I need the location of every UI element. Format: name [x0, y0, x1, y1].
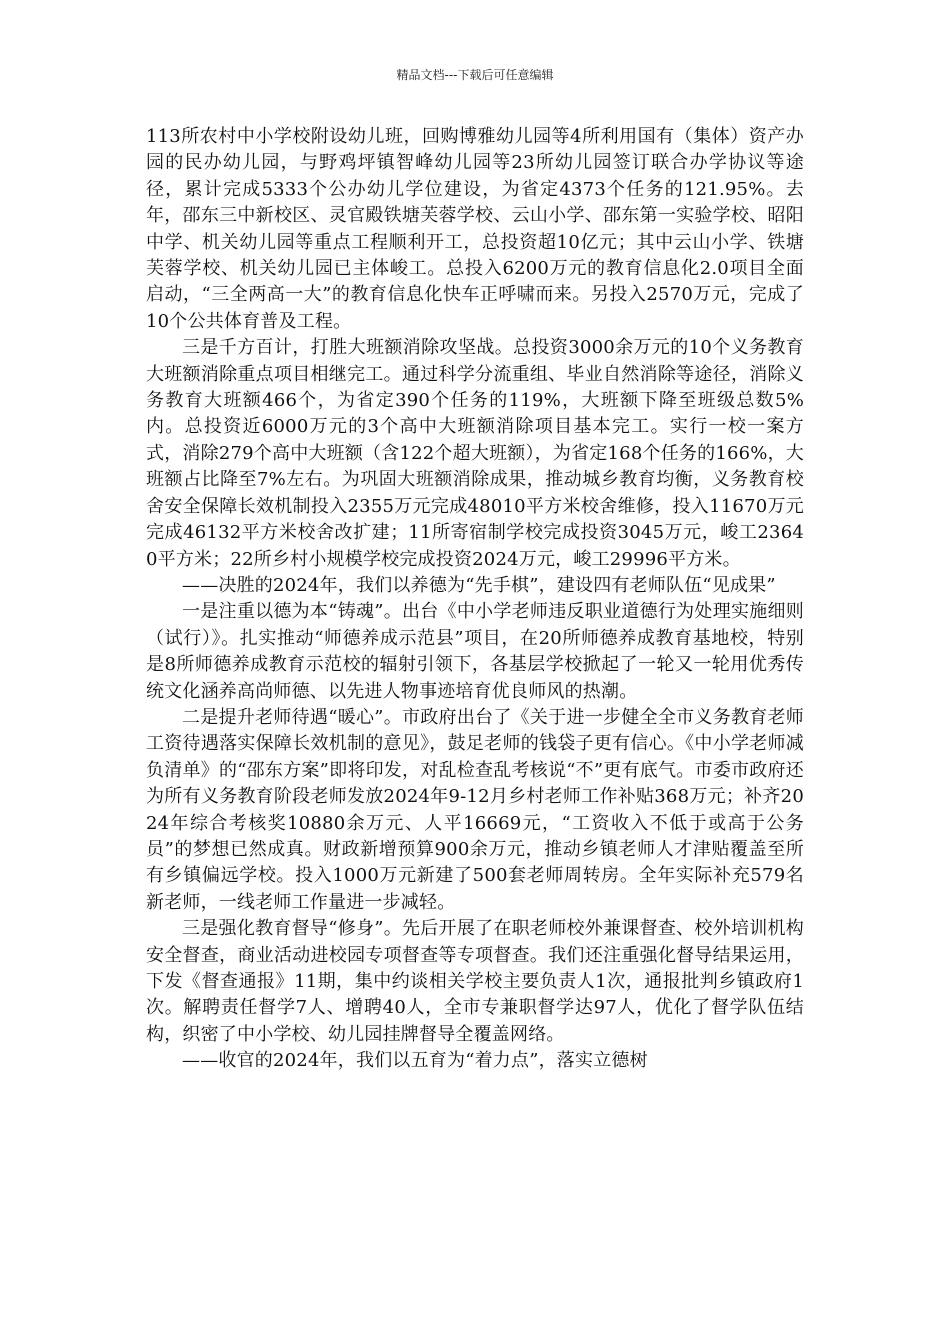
page-header: 精品文档---下载后可任意编辑 — [396, 68, 554, 82]
section-heading-1: ——决胜的2024年，我们以养德为“先手棋”，建设四有老师队伍“见成果” — [182, 574, 776, 596]
paragraph-3: 一是注重以德为本“铸魂”。出台《中小学老师违反职业道德行为处理实施细则（试行）》。扎实推动“师德养成示范县”项目，在20所师德养成教育基地校，特别是8所师德养成教育示范校的辐射引领下，各基层学校掀起了一轮又一轮用优秀传统文化涵养高尚师德、以先进人物事迹培育优良师风的热潮。 — [146, 601, 804, 702]
paragraph-5: 三是强化教育督导“修身”。先后开展了在职老师校外兼课督查、校外培训机构安全督查，商业活动进校园专项督查等专项督查。我们还注重强化督导结果运用，下发《督查通报》11期，集中约谈相关学校主要负责人1次，通报批判乡镇政府1次。解聘责任督学7人、增聘40人，全市专兼职督学达97人，优化了督学队伍结构，织密了中小学校、幼儿园挂牌督导全覆盖网络。 — [146, 918, 804, 1045]
paragraph-4: 二是提升老师待遇“暖心”。市政府出台了《关于进一步健全全市义务教育老师工资待遇落实保障长效机制的意见》，鼓足老师的钱袋子更有信心。《中小学老师减负清单》的“邵东方案”即将印发，对乱检查乱考核说“不”更有底气。市委市政府还为所有义务教育阶段老师发放2024年9-12月乡村老师工作补贴368万元；补齐2024年综合考核奖10880余万元、人平16669元，“工资收入不低于或高于公务员”的梦想已然成真。财政新增预算900余万元，推动乡镇老师人才津贴覆盖至所有乡镇偏远学校。投入1000万元新建了500套老师周转房。全年实际补充579名新老师，一线老师工作量进一步减轻。 — [146, 706, 804, 913]
paragraph-2: 三是千方百计，打胜大班额消除攻坚战。总投资3000余万元的10个义务教育大班额消除重点项目相继完工。通过科学分流重组、毕业自然消除等途径，消除义务教育大班额466个，为省定390个任务的119%，大班额下降至班级总数5%内。总投资近6000万元的3个高中大班额消除项目基本完工。实行一校一案方式，消除279个高中大班额（含122个超大班额），为省定168个任务的166%，大班额占比降至7%左右。为巩固大班额消除成果，推动城乡教育均衡，义务教育校舍安全保障长效机制投入2355万元完成48010平方米校舍维修，投入11670万元完成46132平方米校舍改扩建；11所寄宿制学校完成投资3045万元，峻工23640平方米；22所乡村小规模学校完成投资2024万元，峻工29996平方米。 — [146, 337, 804, 570]
paragraph-1: 113所农村中小学校附设幼儿班，回购博雅幼儿园等4所利用国有（集体）资产办园的民办幼儿园，与野鸡坪镇智峰幼儿园等23所幼儿园签订联合办学协议等途径，累计完成5333个公办幼儿学位建设，为省定4373个任务的121.95%。去年，邵东三中新校区、灵官殿铁塘芙蓉学校、云山小学、邵东第一实验学校、昭阳中学、机关幼儿园等重点工程顺利开工，总投资超10亿元；其中云山小学、铁塘芙蓉学校、机关幼儿园已主体峻工。总投入6200万元的教育信息化2.0项目全面启动，“三全两高一大”的教育信息化快车正呼啸而来。另投入2570万元，完成了10个公共体育普及工程。 — [146, 126, 804, 332]
section-heading-2: ——收官的2024年，我们以五育为“着力点”，落实立德树 — [182, 1050, 648, 1072]
document-body — [146, 124, 804, 1075]
